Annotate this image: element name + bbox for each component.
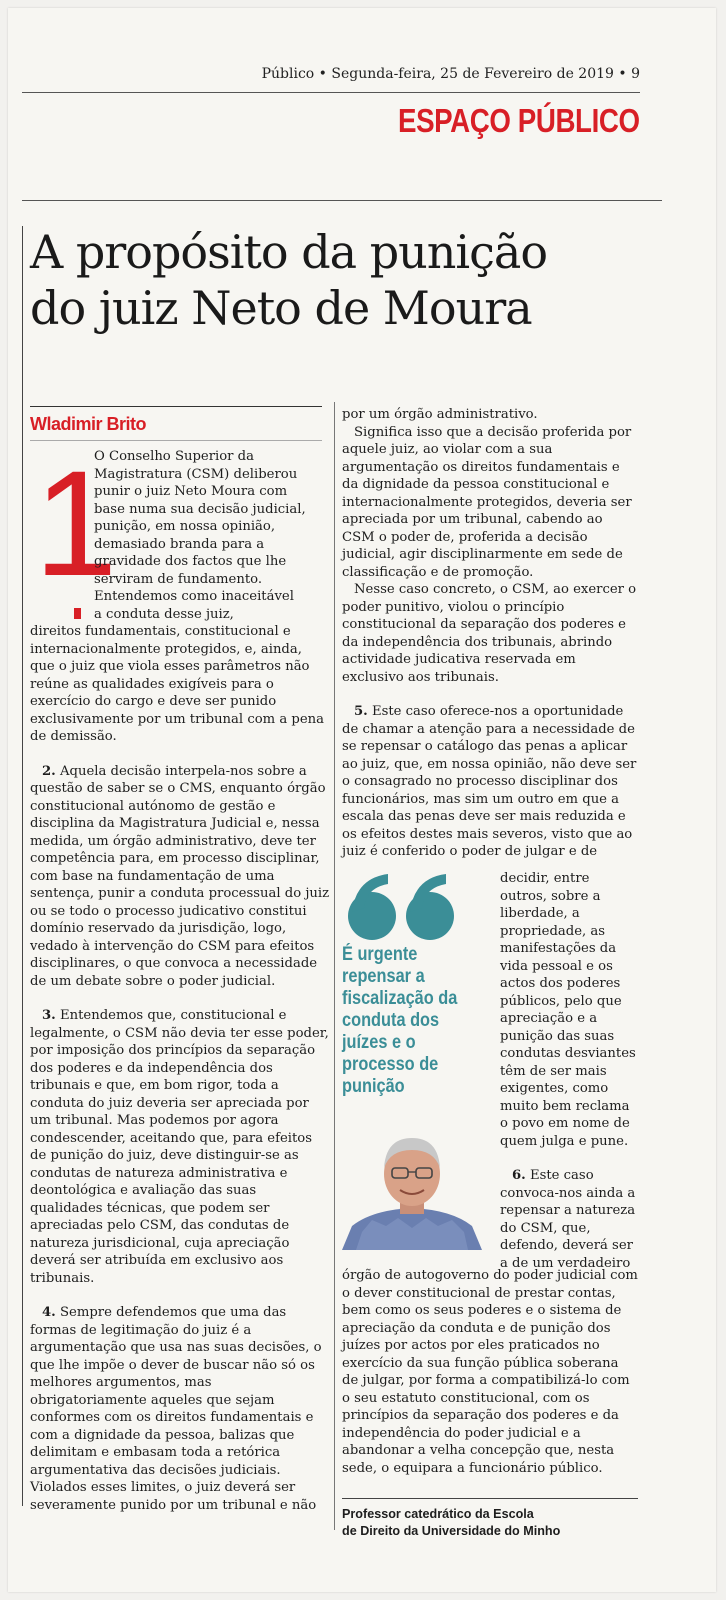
section-rule xyxy=(22,200,662,201)
lead-line: punição, em nossa opinião, xyxy=(94,519,276,534)
paragraph-number: 4. xyxy=(42,1305,56,1320)
paragraph-4b: Significa isso que a decisão proferida por aquele juiz, ao violar com a sua argumentação os direitos fundamentais e da dignidade da pessoa constitucional e internacionalmente protegidos, deveria ser apreciada por um tribunal, cabendo ao CSM o poder de, proferida a decisão judicial, agir disciplinarmente em sede de classificação e de promoção. xyxy=(342,424,632,580)
column-1 xyxy=(30,439,330,1514)
column-2 xyxy=(342,406,638,861)
top-rule xyxy=(22,92,640,93)
paragraph-6-rest: órgão de autogoverno do poder judicial com o dever constitucional de prestar contas, bem como os seus poderes e o sistema de apreciação da conduta e de punição dos juízes por actos por eles praticados no exercício da sua função pública soberana de julgar, por forma a compatibilizá-lo com o seu estatuto constitucional, com os princípios da separação dos poderes e da independência do poder judicial e a abandonar a velha concepção que, nesta sede, o equipara a funcionário público. xyxy=(342,1268,638,1476)
column-divider xyxy=(334,402,335,1530)
lead-line: demasiado branda para a xyxy=(94,536,265,552)
paragraph-4 xyxy=(30,1304,330,1514)
drop-cap: 1 xyxy=(34,439,118,607)
lead-line: serviram de fundamento. xyxy=(94,571,263,587)
paragraph-4-text: Sempre defendemos que uma das formas de legitimação do juiz é a argumentação que usa nas suas decisões, o que lhe impõe o dever de buscar não só os melhores argumentos, mas obrigatoriamente aqueles que sejam conformes com os direitos fundamentais e com a dignidade da pessoa, balizas que delimitam e embasam toda a retórica argumentativa das decisões judiciais. Violados esses limites, o juiz deverá ser severamente punido por um tribunal e não xyxy=(30,1305,322,1513)
paragraph-number: 5. xyxy=(354,704,368,719)
author-rule xyxy=(30,406,322,407)
quote-marks-icon xyxy=(342,872,462,942)
margin-bar xyxy=(22,226,23,1506)
headline-line-1: A propósito da punição xyxy=(30,225,548,279)
paragraph-number: 6. xyxy=(512,1168,526,1183)
paragraph-5-cont: decidir, entre outros, sobre a liberdade, a propriedade, as manifestações da vida pessoal e os actos dos poderes públicos, pelo que apreciação e a punição das suas condutas desviantes têm de ser mais exigentes, como muito bem reclama o povo em nome de quem julga e pune. xyxy=(500,871,636,1149)
paragraph-2 xyxy=(30,763,330,991)
pull-quote: É urgente repensar a fiscalização da conduta dos juízes e o processo de punição xyxy=(342,944,458,1097)
lead-line: Magistratura (CSM) deliberou xyxy=(94,466,298,482)
paragraph-5-text: Este caso oferece-nos a oportunidade de chamar a atenção para a necessidade de se repensar o catálogo das penas a aplicar ao juiz, que, em nossa opinião, não deve ser o consagrado no processo disciplinar dos funcionários, mas sim um outro em que a escala das penas deve ser mais reduzida e os efeitos destes mais severos, visto que ao juiz é conferido o poder de julgar e de xyxy=(342,704,637,859)
paragraph-1-rest: direitos fundamentais, constitucional e internacionalmente protegidos, e, ainda, que o juiz que viola esses parâmetros não reúne as qualidades exigíveis para o exercício do cargo e deve ser punido exclusivamente por um tribunal com a pena de demissão. xyxy=(30,624,325,744)
page-folio: Público • Segunda-feira, 25 de Fevereiro de 2019 • 9 xyxy=(261,66,640,82)
article-headline xyxy=(30,224,650,336)
paragraph-4-end: por um órgão administrativo. xyxy=(342,407,538,422)
paragraph-number: 2. xyxy=(42,763,56,779)
lead-line: punir o juiz Neto Moura com xyxy=(94,484,288,499)
lead-line: O Conselho Superior da xyxy=(94,449,254,464)
bio-rule xyxy=(342,1498,638,1499)
author-portrait xyxy=(342,1128,482,1250)
bio-line: Professor catedrático da Escola xyxy=(342,1507,534,1521)
paragraph-4c: Nesse caso concreto, o CSM, ao exercer o poder punitivo, violou o princípio constitucional da separação dos poderes e da independência dos tribunais, abrindo actividade judicativa reservada em exclusivo aos tribunais. xyxy=(342,582,637,685)
column-2-bottom xyxy=(342,1254,638,1490)
paragraph-6-text: Este caso convoca-nos ainda a repensar a natureza do CSM, que, defendo, deverá ser a de um verdadeiro xyxy=(500,1168,636,1271)
lead-paragraph-indented xyxy=(30,439,330,623)
author-name: Wladimir Brito xyxy=(30,414,147,434)
bio-line: de Direito da Universidade do Minho xyxy=(342,1524,561,1538)
lead-line: gravidade dos factos que lhe xyxy=(94,554,287,569)
paragraph-5 xyxy=(342,703,638,861)
lead-line: a conduta desse juiz, xyxy=(94,606,234,622)
lead-line: Entendemos como inaceitável xyxy=(94,589,294,604)
paragraph-number: 3. xyxy=(42,1008,56,1023)
column-3-narrow xyxy=(500,870,638,1272)
headline-line-2: do juiz Neto de Moura xyxy=(30,281,532,335)
section-title: ESPAÇO PÚBLICO xyxy=(398,102,640,139)
author-bio xyxy=(342,1506,638,1540)
paragraph-3 xyxy=(30,1007,330,1287)
lead-line: base numa sua decisão judicial, xyxy=(94,501,306,517)
paragraph-3-text: Entendemos que, constitucional e legalmente, o CSM não devia ter esse poder, por imposição dos princípios da separação dos poderes e da independência dos tribunais e que, em bom rigor, toda a conduta do juiz deveria ser apreciada por um tribunal. Mas podemos por agora condescender, aceitando que, para efeitos de punição do juiz, deve distinguir-se as condutas de natureza administrativa e deontológica e avaliação das suas qualidades técnicas, que podem ser apreciadas pelo CSM, das condutas de natureza jurisdicional, cuja apreciação deverá ser atribuída em exclusivo aos tribunais. xyxy=(30,1008,329,1286)
paragraph-2-text: Aquela decisão interpela-nos sobre a questão de saber se o CMS, enquanto órgão constitucional autónomo de gestão e disciplina da Magistratura Judicial e, nessa medida, um órgão administrativo, deve ter competência para, em processo disciplinar, com base na fundamentação de uma sentença, punir a conduta processual do juiz ou se todo o processo judicativo constitui domínio reservado da jurisdição, logo, vedado à intervenção do CSM para efeitos disciplinares, o que convoca a necessidade de um debate sobre o poder judicial. xyxy=(30,763,330,989)
